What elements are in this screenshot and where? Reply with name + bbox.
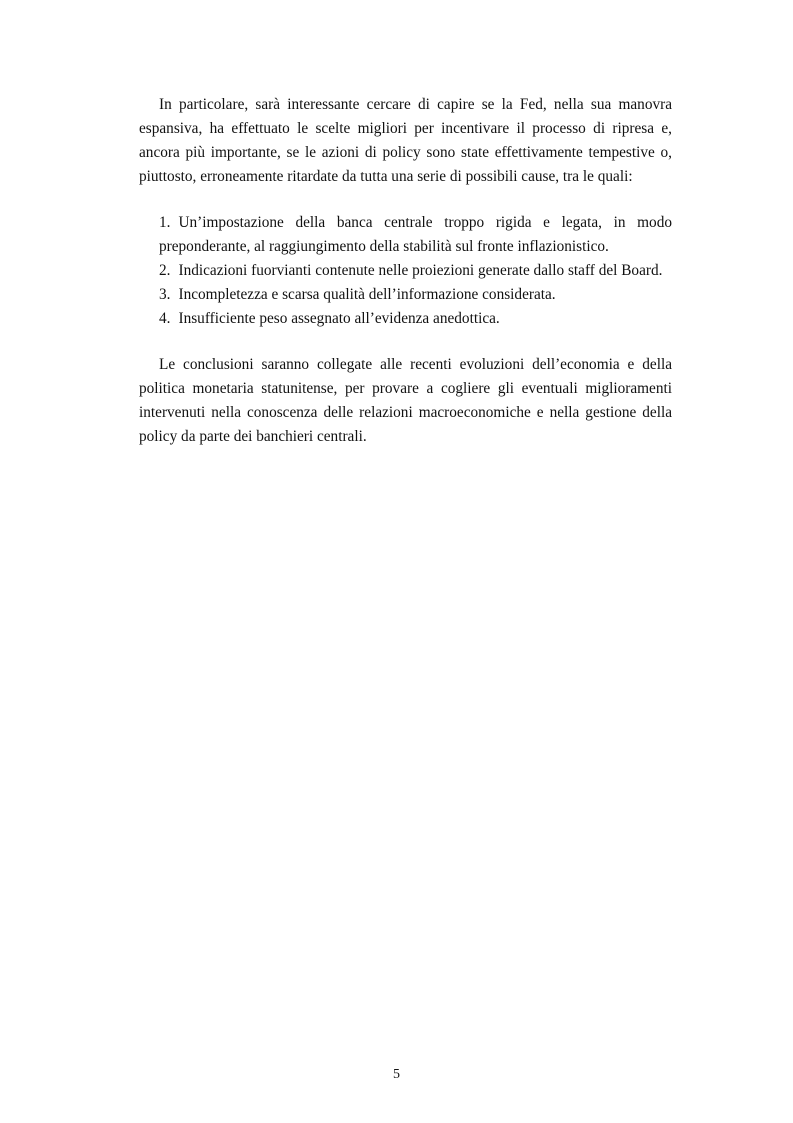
list-item-text: Insufficiente peso assegnato all’evidenza anedottica. [178,310,500,327]
conclusion-paragraph: Le conclusioni saranno collegate alle recenti evoluzioni dell’economia e della politica monetaria statunitense, per provare a cogliere gli eventuali miglioramenti intervenuti nella conoscenza delle relazioni macroeconomiche e nella gestione della policy da parte dei banchieri centrali. [139,356,672,445]
list-item-number: 2. [159,262,171,279]
list-item [159,211,672,259]
list-item [159,283,672,307]
causes-list [159,211,672,331]
intro-paragraph: In particolare, sarà interessante cercare di capire se la Fed, nella sua manovra espansiva, ha effettuato le scelte migliori per incentivare il processo di ripresa e, ancora più importante, se le azioni di policy sono state effettivamente tempestive o, piuttosto, erroneamente ritardate da tutta una serie di possibili cause, tra le quali: [139,96,672,185]
page-body [139,93,672,449]
page-number: 5 [393,1067,400,1082]
list-item-text: Indicazioni fuorvianti contenute nelle proiezioni generate dallo staff del Board. [178,262,663,279]
list-item [159,259,672,283]
list-item [159,307,672,331]
list-item-number: 4. [159,310,171,327]
list-item-text: Un’impostazione della banca centrale troppo rigida e legata, in modo preponderante, al raggiungimento della stabilità sul fronte inflazionistico. [159,214,672,255]
list-item-number: 3. [159,286,171,303]
list-item-number: 1. [159,214,171,231]
list-item-text: Incompletezza e scarsa qualità dell’informazione considerata. [178,286,556,303]
